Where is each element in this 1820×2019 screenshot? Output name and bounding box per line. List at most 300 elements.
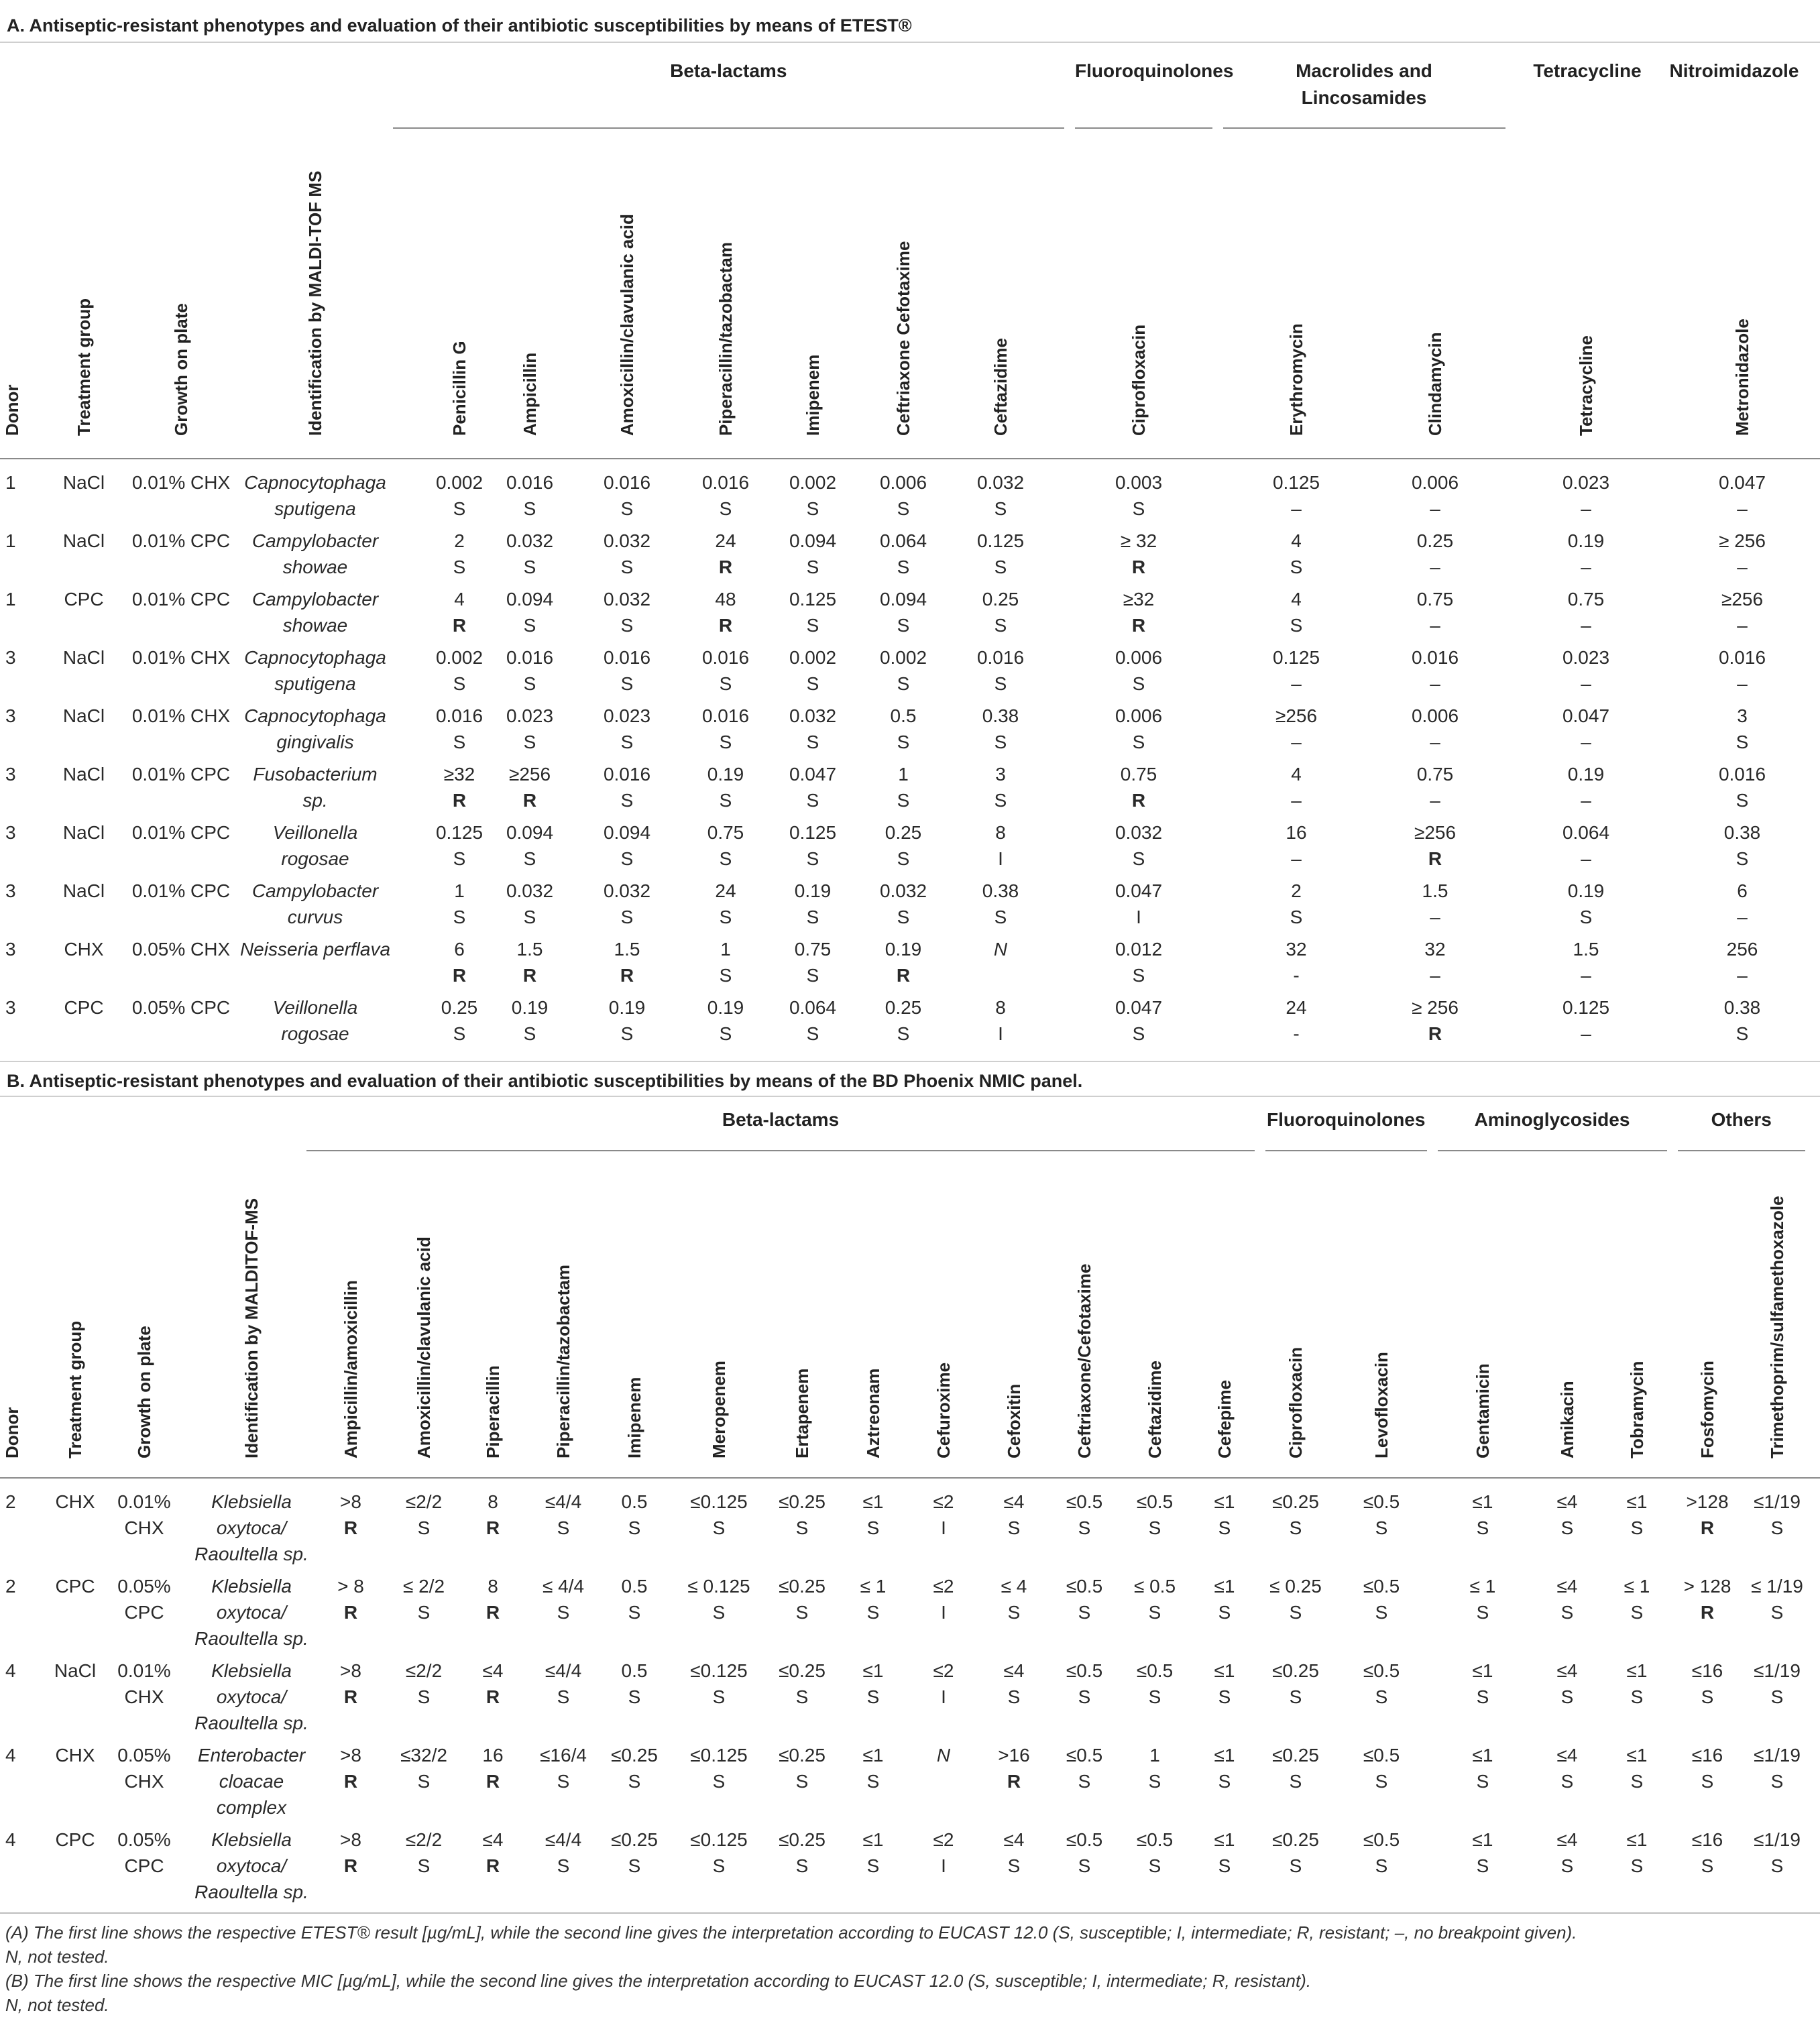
mic-value: ≤4/4 — [545, 1829, 582, 1850]
interpretation: S — [453, 848, 466, 869]
organism-cell: Capnocytophaga sputigena — [244, 647, 386, 694]
value-cell — [1442, 1573, 1523, 1625]
column-header-label: Piperacillin — [483, 1365, 503, 1458]
mic-value: ≥ 256 — [1719, 530, 1766, 551]
interpretation: R — [1131, 790, 1146, 811]
mic-value: ≤ 4 — [1001, 1576, 1027, 1597]
interpretation: S — [1770, 1855, 1784, 1876]
interpretation: R — [718, 557, 733, 577]
mic-value: 0.016 — [603, 472, 651, 493]
mic-value: 4 — [454, 589, 465, 610]
interpretation: S — [719, 907, 732, 927]
interpretation: S — [806, 732, 819, 752]
mic-value: > 8 — [337, 1576, 364, 1597]
value-cell — [771, 528, 854, 580]
interpretation: S — [417, 1771, 431, 1792]
interpretation: S — [1290, 907, 1303, 927]
interpretation: R — [486, 1771, 500, 1792]
value-cell — [1051, 1573, 1118, 1625]
treatment-cell: CPC — [64, 997, 104, 1018]
interpretation: S — [1289, 1517, 1302, 1538]
interpretation: R — [522, 790, 537, 811]
interpretation: – — [1581, 1023, 1591, 1044]
interpretation: S — [1736, 790, 1749, 811]
mic-value: ≤0.5 — [1363, 1829, 1400, 1850]
value-cell — [1513, 644, 1660, 697]
mic-value: ≤1 — [862, 1745, 884, 1766]
mic-value: ≤0.25 — [1272, 1829, 1319, 1850]
mic-value: 0.75 — [1567, 589, 1605, 610]
donor-cell: 3 — [5, 822, 16, 843]
mic-value: 0.006 — [1411, 472, 1459, 493]
value-cell — [426, 586, 493, 638]
mic-value: >8 — [340, 1745, 361, 1766]
interpretation: S — [1701, 1771, 1714, 1792]
mic-value: ≤0.25 — [779, 1576, 826, 1597]
interpretation: S — [1132, 965, 1145, 986]
interpretation: – — [1737, 673, 1748, 694]
treatment-cell: NaCl — [62, 705, 105, 726]
column-header-label: Ceftazidime — [1145, 1361, 1165, 1458]
mic-value: ≤0.125 — [690, 1660, 748, 1681]
mic-value: ≤16 — [1691, 1660, 1723, 1681]
growth-cell: 0.01% CHX — [131, 705, 231, 726]
interpretation: S — [1476, 1855, 1489, 1876]
value-cell — [771, 994, 854, 1047]
value-cell — [1229, 703, 1364, 755]
mic-value: 0.125 — [435, 822, 484, 843]
value-cell — [1051, 1489, 1118, 1541]
interpretation: – — [1430, 907, 1440, 927]
mic-value: 0.006 — [1411, 705, 1459, 726]
value-cell — [317, 1827, 386, 1879]
organism-cell: Enterobacter cloacae complex — [197, 1745, 306, 1818]
donor-cell: 4 — [5, 1745, 16, 1766]
interpretation: S — [1078, 1771, 1091, 1792]
interpretation: – — [1430, 498, 1440, 519]
value-cell — [1534, 1658, 1600, 1710]
interpretation: S — [719, 848, 732, 869]
mic-value: 16 — [1286, 822, 1307, 843]
interpretation: S — [1630, 1602, 1644, 1623]
interpretation: S — [1630, 1686, 1644, 1707]
mic-value: 0.064 — [1562, 822, 1610, 843]
interpretation: S — [1770, 1517, 1784, 1538]
interpretation: S — [453, 1023, 466, 1044]
group-underline — [1265, 1150, 1427, 1151]
donor-cell: 1 — [5, 530, 16, 551]
interpretation: – — [1737, 557, 1748, 577]
mic-value: ≤1 — [862, 1660, 884, 1681]
interpretation: S — [712, 1771, 726, 1792]
value-cell — [1072, 819, 1206, 872]
mic-value: ≥32 — [443, 764, 475, 785]
growth-cell: 0.01% CPC — [131, 880, 231, 901]
group-underline — [1223, 127, 1505, 129]
mic-value: ≤1 — [862, 1829, 884, 1850]
mic-value: ≤ 1 — [860, 1576, 887, 1597]
interpretation: S — [628, 1686, 641, 1707]
mic-value: 0.032 — [879, 880, 927, 901]
mic-value: 0.032 — [506, 880, 554, 901]
interpretation: S — [628, 1602, 641, 1623]
mic-value: ≤1 — [1214, 1745, 1235, 1766]
interpretation: S — [1148, 1771, 1161, 1792]
mic-value: 2 — [1291, 880, 1302, 901]
growth-cell: 0.05% CHX — [131, 939, 231, 960]
mic-value: ≤0.5 — [1136, 1491, 1174, 1512]
interpretation: S — [620, 557, 634, 577]
value-cell — [1262, 1489, 1329, 1541]
mic-value: 0.016 — [701, 705, 750, 726]
mic-value: 0.19 — [608, 997, 646, 1018]
interpretation: R — [1007, 1771, 1021, 1792]
value-cell — [1072, 586, 1206, 638]
interpretation: S — [523, 498, 536, 519]
mic-value: 1.5 — [614, 939, 640, 960]
value-cell — [1072, 644, 1206, 697]
value-cell — [581, 586, 674, 638]
value-cell — [684, 469, 767, 522]
value-cell — [684, 703, 767, 755]
interpretation: - — [1293, 965, 1300, 986]
interpretation: S — [866, 1686, 880, 1707]
mic-value: 0.016 — [701, 647, 750, 668]
mic-value: 8 — [488, 1491, 498, 1512]
mic-value: 0.19 — [511, 997, 549, 1018]
group-label: Beta-lactams — [670, 60, 787, 81]
mic-value: ≤1 — [1214, 1576, 1235, 1597]
mic-value: 0.002 — [435, 647, 484, 668]
mic-value: 0.19 — [1567, 880, 1605, 901]
mic-value: ≥256 — [1414, 822, 1457, 843]
mic-value: ≤0.25 — [779, 1745, 826, 1766]
mic-value: 3 — [995, 764, 1006, 785]
mic-value: ≤0.5 — [1066, 1745, 1103, 1766]
footnote-a-n: N, not tested. — [5, 1947, 109, 1967]
interpretation: – — [1291, 732, 1302, 752]
value-cell — [1341, 1827, 1422, 1879]
value-cell — [981, 1742, 1047, 1794]
mic-value: 0.75 — [1416, 764, 1454, 785]
interpretation: S — [806, 790, 819, 811]
interpretation: S — [1007, 1686, 1021, 1707]
mic-value: ≤2 — [933, 1491, 954, 1512]
mic-value: ≤0.25 — [779, 1829, 826, 1850]
value-cell — [1711, 528, 1774, 580]
column-header-label: Piperacillin/tazobactam — [553, 1265, 573, 1458]
column-header-label: Amoxicillin/clavulanic acid — [414, 1236, 434, 1458]
interpretation: R — [1428, 1023, 1442, 1044]
value-cell — [461, 1742, 526, 1794]
interpretation: S — [1132, 732, 1145, 752]
treatment-cell: CPC — [55, 1829, 95, 1850]
value-cell — [679, 1827, 758, 1879]
interpretation: S — [897, 615, 910, 636]
mic-value: 48 — [715, 589, 736, 610]
value-cell — [684, 528, 767, 580]
interpretation: S — [719, 790, 732, 811]
value-cell — [581, 819, 674, 872]
interpretation: R — [486, 1686, 500, 1707]
mic-value: 4 — [1291, 530, 1302, 551]
mic-value: ≤1/19 — [1754, 1829, 1801, 1850]
interpretation: R — [1700, 1602, 1715, 1623]
interpretation: – — [1430, 557, 1440, 577]
footnote-b: (B) The first line shows the respective MIC [µg/mL], while the second line gives the interpretation according to EUCAST 12.0 (S, susceptible; I, intermediate; R, resistant). — [5, 1971, 1312, 1991]
value-cell — [679, 1742, 758, 1794]
interpretation: S — [866, 1602, 880, 1623]
interpretation: R — [343, 1517, 358, 1538]
interpretation: S — [712, 1602, 726, 1623]
interpretation: S — [719, 732, 732, 752]
treatment-cell: NaCl — [62, 764, 105, 785]
interpretation: R — [486, 1517, 500, 1538]
mic-value: 0.19 — [707, 997, 744, 1018]
mic-value: ≤4 — [1556, 1660, 1578, 1681]
mic-value: ≤0.5 — [1363, 1576, 1400, 1597]
group-underline — [393, 127, 1065, 129]
value-cell — [840, 1489, 907, 1541]
interpretation: S — [1560, 1686, 1574, 1707]
value-cell — [1513, 994, 1660, 1047]
value-cell — [860, 878, 947, 930]
interpretation: S — [557, 1602, 570, 1623]
value-cell — [771, 878, 854, 930]
mic-value: 0.032 — [506, 530, 554, 551]
interpretation: – — [1291, 673, 1302, 694]
mic-value: ≤1 — [1214, 1491, 1235, 1512]
value-cell — [1229, 469, 1364, 522]
column-header-label: Amikacin — [1557, 1381, 1577, 1458]
mic-value: 0.094 — [506, 589, 554, 610]
value-cell — [771, 936, 854, 988]
value-cell — [1368, 819, 1503, 872]
mic-value: 1.5 — [516, 939, 543, 960]
mic-value: 0.016 — [1718, 764, 1766, 785]
mic-value: 0.023 — [1562, 647, 1610, 668]
value-cell — [1513, 528, 1660, 580]
interpretation: S — [628, 1855, 641, 1876]
mic-value: 0.016 — [1718, 647, 1766, 668]
growth-cell: 0.01% CPC — [131, 822, 231, 843]
interpretation: S — [1375, 1771, 1388, 1792]
value-cell — [1674, 1827, 1740, 1879]
interpretation: S — [523, 1023, 536, 1044]
interpretation: S — [1007, 1517, 1021, 1538]
column-header-label: Levofloxacin — [1371, 1352, 1391, 1458]
interpretation: S — [1148, 1855, 1161, 1876]
interpretation: S — [1736, 732, 1749, 752]
value-cell — [1262, 1827, 1329, 1879]
treatment-cell: CHX — [55, 1491, 95, 1512]
interpretation: S — [1630, 1771, 1644, 1792]
interpretation: – — [1291, 790, 1302, 811]
interpretation: S — [1290, 557, 1303, 577]
mic-value: ≤1 — [1472, 1491, 1493, 1512]
mic-value: 0.023 — [1562, 472, 1610, 493]
interpretation: S — [453, 673, 466, 694]
mic-value: 0.25 — [1416, 530, 1454, 551]
footnote-b-n: N, not tested. — [5, 1995, 109, 2015]
value-cell — [1534, 1489, 1600, 1541]
mic-value: ≤0.5 — [1363, 1745, 1400, 1766]
interpretation: – — [1430, 732, 1440, 752]
mic-value: ≤1/19 — [1754, 1491, 1801, 1512]
mic-value: ≤0.25 — [611, 1829, 658, 1850]
mic-value: 0.032 — [976, 472, 1025, 493]
value-cell — [601, 1827, 668, 1879]
value-cell — [684, 761, 767, 813]
value-cell — [1711, 878, 1774, 930]
mic-value: 24 — [715, 880, 736, 901]
interpretation: – — [1430, 965, 1440, 986]
donor-cell: 3 — [5, 705, 16, 726]
interpretation: R — [343, 1686, 358, 1707]
value-cell — [1192, 1742, 1257, 1794]
interpretation: S — [897, 907, 910, 927]
donor-cell: 3 — [5, 647, 16, 668]
value-cell — [1442, 1827, 1523, 1879]
mic-value: N — [936, 1745, 951, 1766]
interpretation: R — [620, 965, 634, 986]
mic-value: ≤ 1/19 — [1751, 1576, 1803, 1597]
value-cell — [1513, 878, 1660, 930]
interpretation: S — [1289, 1602, 1302, 1623]
value-cell — [530, 1573, 597, 1625]
mic-value: 0.023 — [603, 705, 651, 726]
value-cell — [1341, 1742, 1422, 1794]
interpretation: S — [1148, 1602, 1161, 1623]
interpretation: – — [1581, 615, 1591, 636]
mic-value: 0.047 — [1718, 472, 1766, 493]
interpretation: S — [1579, 907, 1593, 927]
interpretation: S — [1148, 1686, 1161, 1707]
value-cell — [1711, 994, 1774, 1047]
value-cell — [497, 761, 563, 813]
value-cell — [911, 1489, 977, 1541]
interpretation: S — [1770, 1771, 1784, 1792]
value-cell — [1513, 586, 1660, 638]
mic-value: ≤2 — [933, 1576, 954, 1597]
value-cell — [1368, 469, 1503, 522]
interpretation: S — [1078, 1686, 1091, 1707]
mic-value: ≥ 32 — [1120, 530, 1157, 551]
column-header-label: Tobramycin — [1627, 1361, 1647, 1458]
mic-value: 0.012 — [1115, 939, 1163, 960]
interpretation: S — [795, 1686, 809, 1707]
value-cell — [684, 994, 767, 1047]
mic-value: ≤0.5 — [1066, 1576, 1103, 1597]
value-cell — [581, 703, 674, 755]
interpretation: S — [1560, 1771, 1574, 1792]
mic-value: 0.19 — [1567, 764, 1605, 785]
value-cell — [1122, 1573, 1188, 1625]
column-header-label: Amoxicillin/clavulanic acid — [617, 214, 637, 436]
mic-value: ≤ 0.5 — [1133, 1576, 1176, 1597]
value-cell — [679, 1658, 758, 1710]
mic-value: 0.006 — [879, 472, 927, 493]
mic-value: 0.032 — [789, 705, 837, 726]
mic-value: ≥ 256 — [1412, 997, 1459, 1018]
donor-cell: 2 — [5, 1491, 16, 1512]
value-cell — [684, 586, 767, 638]
value-cell — [317, 1658, 386, 1710]
growth-cell: 0.05% CPC — [117, 1829, 171, 1876]
value-cell — [1604, 1489, 1670, 1541]
treatment-cell: NaCl — [62, 647, 105, 668]
interpretation: S — [1289, 1771, 1302, 1792]
value-cell — [1368, 528, 1503, 580]
mic-value: ≤ 0.125 — [687, 1576, 750, 1597]
footnotes — [0, 1912, 1820, 2019]
mic-value: ≤1/19 — [1754, 1745, 1801, 1766]
interpretation: S — [719, 1023, 732, 1044]
growth-cell: 0.01% CPC — [131, 530, 231, 551]
mic-value: ≤1 — [1472, 1745, 1493, 1766]
growth-cell: 0.01% CHX — [117, 1491, 171, 1538]
value-cell — [840, 1658, 907, 1710]
interpretation: S — [1701, 1855, 1714, 1876]
donor-cell: 4 — [5, 1829, 16, 1850]
column-header-label: Trimethoprim/sulfamethoxazole — [1767, 1196, 1787, 1458]
mic-value: ≤0.125 — [690, 1745, 748, 1766]
mic-value: 0.064 — [789, 997, 837, 1018]
treatment-cell: NaCl — [62, 822, 105, 843]
value-cell — [679, 1489, 758, 1541]
mic-value: ≤0.25 — [779, 1491, 826, 1512]
value-cell — [1711, 936, 1774, 988]
mic-value: N — [993, 939, 1008, 960]
interpretation: S — [1289, 1855, 1302, 1876]
column-header-label: Donor — [2, 1407, 22, 1458]
value-cell — [911, 1658, 977, 1710]
interpretation: - — [1293, 1023, 1300, 1044]
mic-value: 0.38 — [982, 705, 1019, 726]
interpretation: S — [628, 1771, 641, 1792]
mic-value: ≤1 — [1626, 1660, 1648, 1681]
value-cell — [684, 644, 767, 697]
mic-value: 1.5 — [1573, 939, 1599, 960]
column-header-label: Ampicillin — [520, 352, 540, 436]
group-label: Fluoroquinolones — [1267, 1109, 1426, 1130]
header-rule — [0, 458, 1820, 459]
mic-value: 32 — [1286, 939, 1307, 960]
value-cell — [769, 1573, 836, 1625]
value-cell — [1122, 1489, 1188, 1541]
interpretation: S — [1078, 1855, 1091, 1876]
interpretation: S — [628, 1517, 641, 1538]
interpretation: R — [486, 1855, 500, 1876]
interpretation: S — [1132, 673, 1145, 694]
mic-value: 0.38 — [982, 880, 1019, 901]
interpretation: – — [1581, 965, 1591, 986]
value-cell — [1072, 469, 1206, 522]
interpretation: – — [1430, 790, 1440, 811]
interpretation: S — [712, 1517, 726, 1538]
column-header-label: Imipenem — [624, 1377, 644, 1458]
treatment-cell: CPC — [55, 1576, 95, 1597]
value-cell — [860, 528, 947, 580]
organism-cell: Neisseria perflava — [239, 939, 391, 960]
mic-value: ≤0.5 — [1136, 1829, 1174, 1850]
value-cell — [530, 1742, 597, 1794]
value-cell — [954, 936, 1047, 962]
mic-value: ≤4 — [482, 1660, 504, 1681]
mic-value: 0.006 — [1115, 647, 1163, 668]
interpretation: S — [453, 907, 466, 927]
interpretation: S — [1290, 615, 1303, 636]
